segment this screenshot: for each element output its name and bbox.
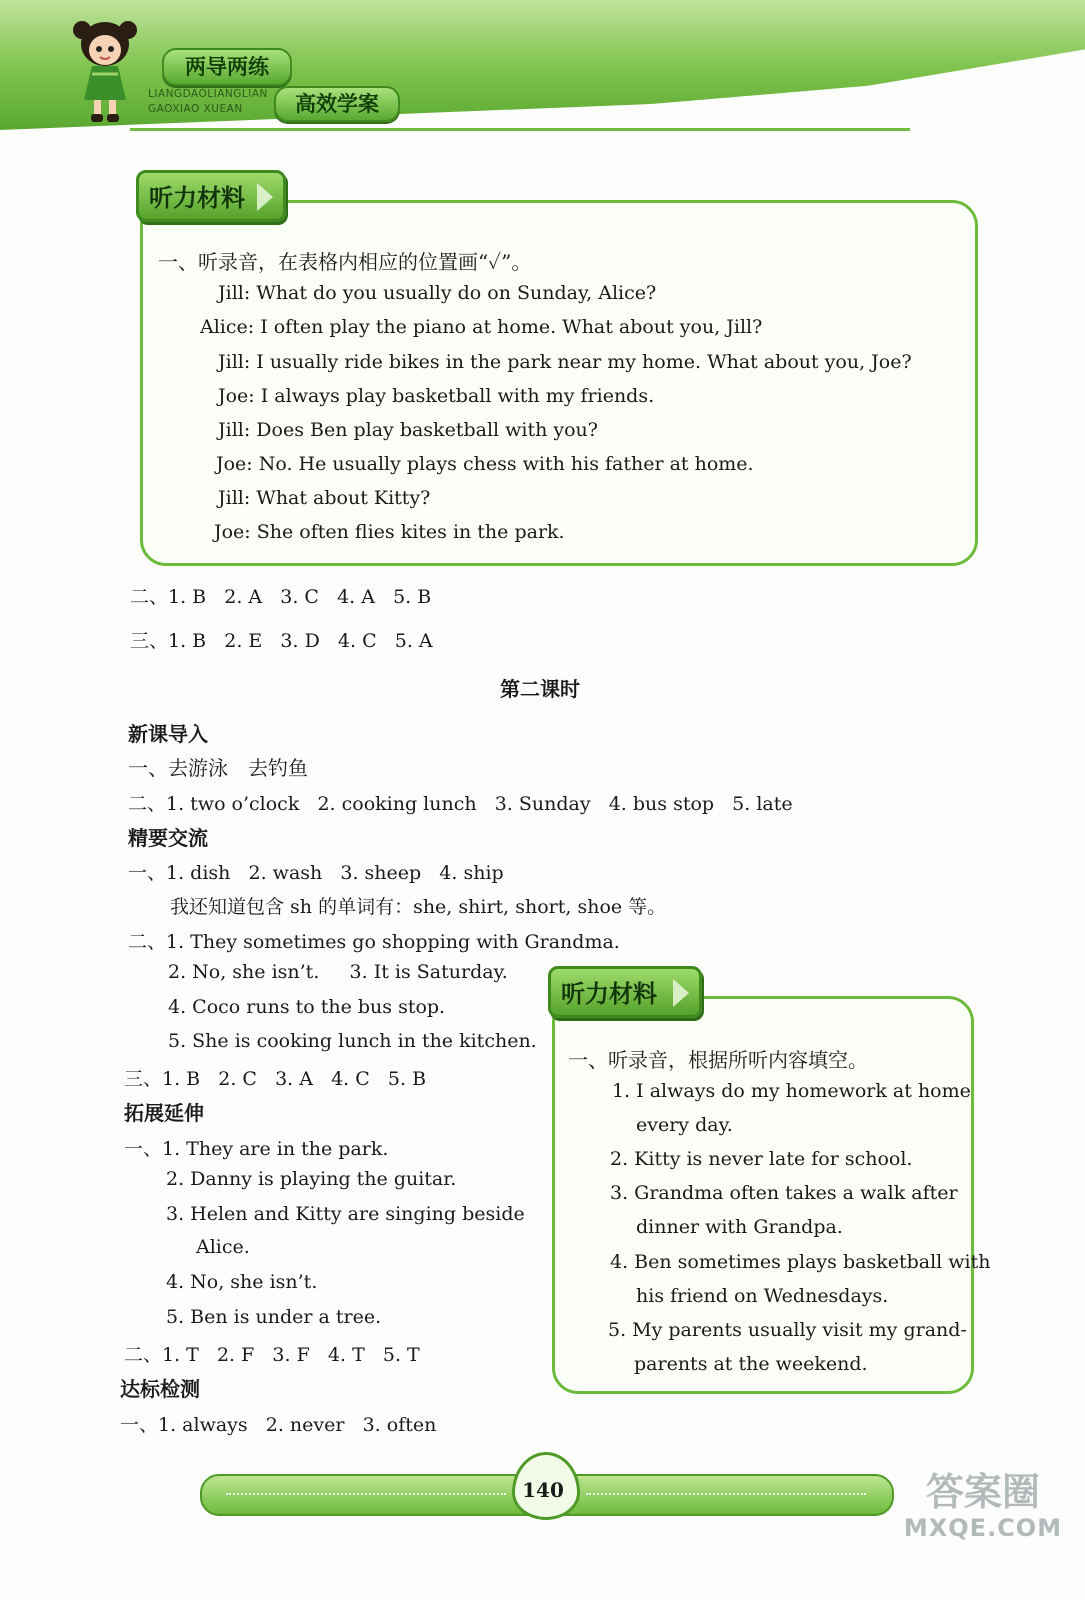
- listening-tab-1: [136, 170, 286, 222]
- listening-tab-2-label: 听力材料: [561, 980, 657, 1008]
- listening-answer-line: 1. I always do my homework at home: [612, 1080, 971, 1102]
- dialogue-line: Jill: What do you usually do on Sunday, Alice?: [218, 282, 657, 304]
- tab-arrow-icon: [673, 979, 689, 1007]
- listening-answer-line: 5. My parents usually visit my grand-: [608, 1319, 967, 1341]
- listening-answer-line: every day.: [636, 1114, 733, 1136]
- answer-line: 5. Ben is under a tree.: [166, 1306, 382, 1328]
- answer-line: 一、1. They are in the park.: [124, 1138, 389, 1160]
- listening-2-instruction: 一、听录音，根据所听内容填空。: [568, 1048, 868, 1072]
- dialogue-line: Jill: What about Kitty?: [218, 487, 431, 509]
- dialogue-line: Jill: I usually ride bikes in the park near my home. What about you, Joe?: [218, 351, 912, 373]
- series-pinyin: LIANGDAOLIANGLIAN: [148, 88, 268, 100]
- watermark-url: MXQE.COM: [903, 1514, 1063, 1542]
- page-number: 140: [522, 1478, 564, 1502]
- answer-line: 一、去游泳 去钓鱼: [128, 756, 308, 780]
- answer-line: 二、1. T 2. F 3. F 4. T 5. T: [124, 1344, 420, 1366]
- answer-line: Alice.: [196, 1236, 250, 1258]
- answer-line: 2. Danny is playing the guitar.: [166, 1168, 457, 1190]
- watermark-logo-text: 答案圈: [925, 1470, 1040, 1514]
- answer-line: 二、1. They sometimes go shopping with Grandma.: [128, 931, 620, 953]
- tab-arrow-icon: [257, 183, 273, 211]
- footer-dotted-line: [586, 1493, 866, 1495]
- dialogue-line: Alice: I often play the piano at home. What about you, Jill?: [200, 316, 763, 338]
- section-heading: 拓展延伸: [124, 1101, 204, 1125]
- answer-line: 我还知道包含 sh 的单词有：she, shirt, short, shoe 等。: [170, 896, 667, 918]
- watermark: [888, 1470, 1078, 1542]
- answer-line: 一、1. dish 2. wash 3. sheep 4. ship: [128, 862, 504, 884]
- section-heading: 精要交流: [128, 826, 208, 850]
- dialogue-line: Jill: Does Ben play basketball with you?: [218, 419, 598, 441]
- listening-answer-line: dinner with Grandpa.: [636, 1216, 843, 1238]
- listening-answer-line: 2. Kitty is never late for school.: [610, 1148, 913, 1170]
- answer-line: 三、1. B 2. E 3. D 4. C 5. A: [130, 630, 433, 652]
- listening-answer-line: 3. Grandma often takes a walk after: [610, 1182, 958, 1204]
- listening-answer-line: parents at the weekend.: [634, 1353, 868, 1375]
- book-title-badge: 高效学案: [274, 86, 400, 122]
- girl-mascot-icon: [70, 14, 140, 126]
- listening-tab-1-label: 听力材料: [149, 184, 245, 212]
- series-title-badge: 两导两练: [162, 48, 292, 86]
- listening-answer-line: his friend on Wednesdays.: [636, 1285, 889, 1307]
- answer-line: 一、1. always 2. never 3. often: [120, 1414, 437, 1436]
- dialogue-line: Joe: She often flies kites in the park.: [214, 521, 565, 543]
- answer-line: 5. She is cooking lunch in the kitchen.: [168, 1030, 537, 1052]
- book-pinyin: GAOXIAO XUEAN: [148, 103, 243, 115]
- answer-line: 二、1. two o’clock 2. cooking lunch 3. Sunday 4. bus stop 5. late: [128, 793, 793, 815]
- header-divider: [130, 128, 910, 131]
- listening-tab-2: [548, 966, 702, 1018]
- answer-line: 4. No, she isn’t.: [166, 1271, 318, 1293]
- listening-answer-line: 4. Ben sometimes plays basketball with: [610, 1251, 991, 1273]
- section-heading: 达标检测: [120, 1377, 200, 1401]
- answer-line: 4. Coco runs to the bus stop.: [168, 996, 446, 1018]
- answer-line: 2. No, she isn’t. 3. It is Saturday.: [168, 961, 508, 983]
- footer-dotted-line: [226, 1493, 506, 1495]
- lesson-title: 第二课时: [500, 677, 580, 701]
- answer-line: 3. Helen and Kitty are singing beside: [166, 1203, 525, 1225]
- dialogue-line: Joe: I always play basketball with my friends.: [218, 385, 655, 407]
- answer-line: 二、1. B 2. A 3. C 4. A 5. B: [130, 586, 432, 608]
- answer-line: 三、1. B 2. C 3. A 4. C 5. B: [124, 1068, 427, 1090]
- listening-1-instruction: 一、听录音，在表格内相应的位置画“✓”。: [158, 250, 532, 274]
- section-heading: 新课导入: [128, 722, 208, 746]
- dialogue-line: Joe: No. He usually plays chess with his father at home.: [216, 453, 754, 475]
